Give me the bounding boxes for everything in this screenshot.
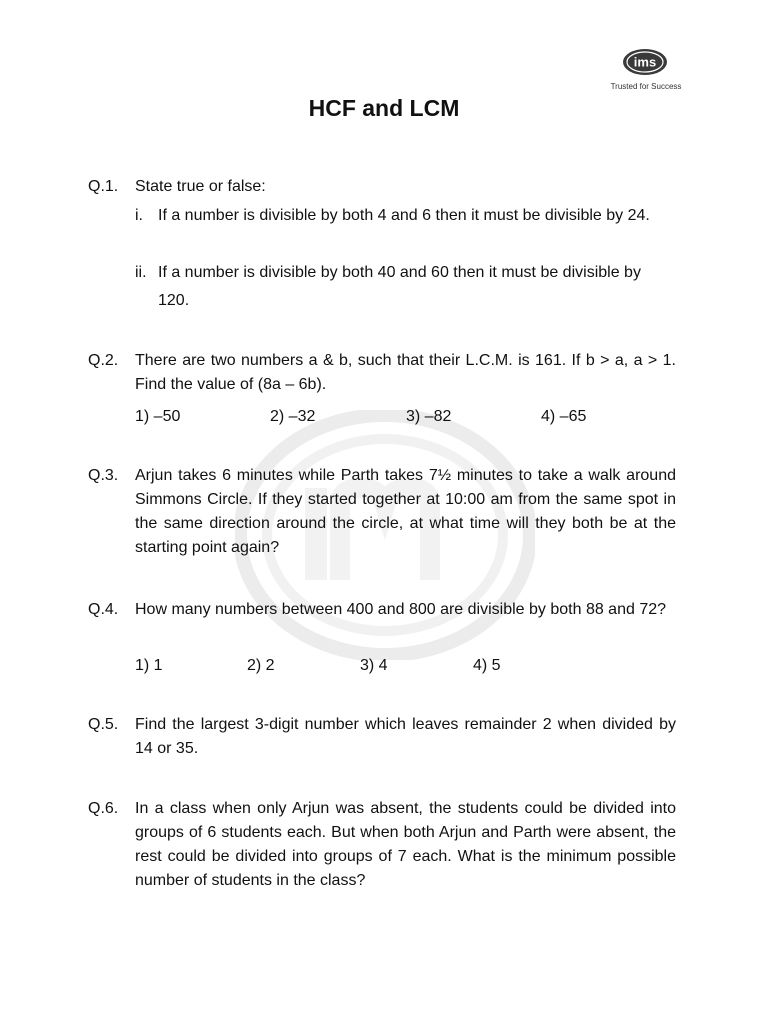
answer-option: 3) –82: [406, 408, 452, 425]
question-number: Q.4.: [88, 601, 119, 618]
answer-option: 4) –65: [541, 408, 587, 425]
sub-item-label: i.: [135, 207, 143, 224]
answer-option: 4) 5: [473, 657, 501, 674]
answer-option: 3) 4: [360, 657, 388, 674]
answer-option: 2) –32: [270, 408, 316, 425]
question-number: Q.5.: [88, 716, 119, 733]
question-text: Arjun takes 6 minutes while Parth takes 7½ minutes to take a walk around Simmons Circle. If they started together at 10:00 am from the same spot in the same direction around the circle, at what time will they both be at the starting point again?: [135, 467, 676, 556]
question-text: Find the largest 3-digit number which leaves remainder 2 when divided by 14 or 35.: [135, 716, 676, 757]
question-text: There are two numbers a & b, such that their L.C.M. is 161. If b > a, a > 1. Find the value of (8a – 6b).: [135, 352, 676, 393]
question-text: How many numbers between 400 and 800 are divisible by both 88 and 72?: [135, 601, 667, 618]
sub-item-text: If a number is divisible by both 40 and 60 then it must be divisible by 120.: [158, 264, 641, 309]
question-text: State true or false:: [135, 178, 266, 195]
answer-option: 1) 1: [135, 657, 163, 674]
ims-logo: [608, 42, 684, 96]
sub-item-label: ii.: [135, 264, 147, 281]
ims-logo-badge: [622, 48, 668, 76]
question-number: Q.2.: [88, 352, 119, 369]
question-number: Q.6.: [88, 800, 119, 817]
question-number: Q.3.: [88, 467, 119, 484]
answer-option: 1) –50: [135, 408, 181, 425]
logo-tagline: Trusted for Success: [610, 82, 682, 91]
question-number: Q.1.: [88, 178, 119, 195]
page-title: HCF and LCM: [308, 95, 460, 121]
svg-text:ims: ims: [633, 54, 657, 70]
question-text: In a class when only Arjun was absent, the students could be divided into groups of 6 students each. But when both Arjun and Parth were absent, the rest could be divided into groups of 7 each. What is the minimum possible number of students in the class?: [135, 800, 676, 889]
answer-option: 2) 2: [247, 657, 275, 674]
sub-item-text: If a number is divisible by both 4 and 6 then it must be divisible by 24.: [158, 207, 650, 224]
